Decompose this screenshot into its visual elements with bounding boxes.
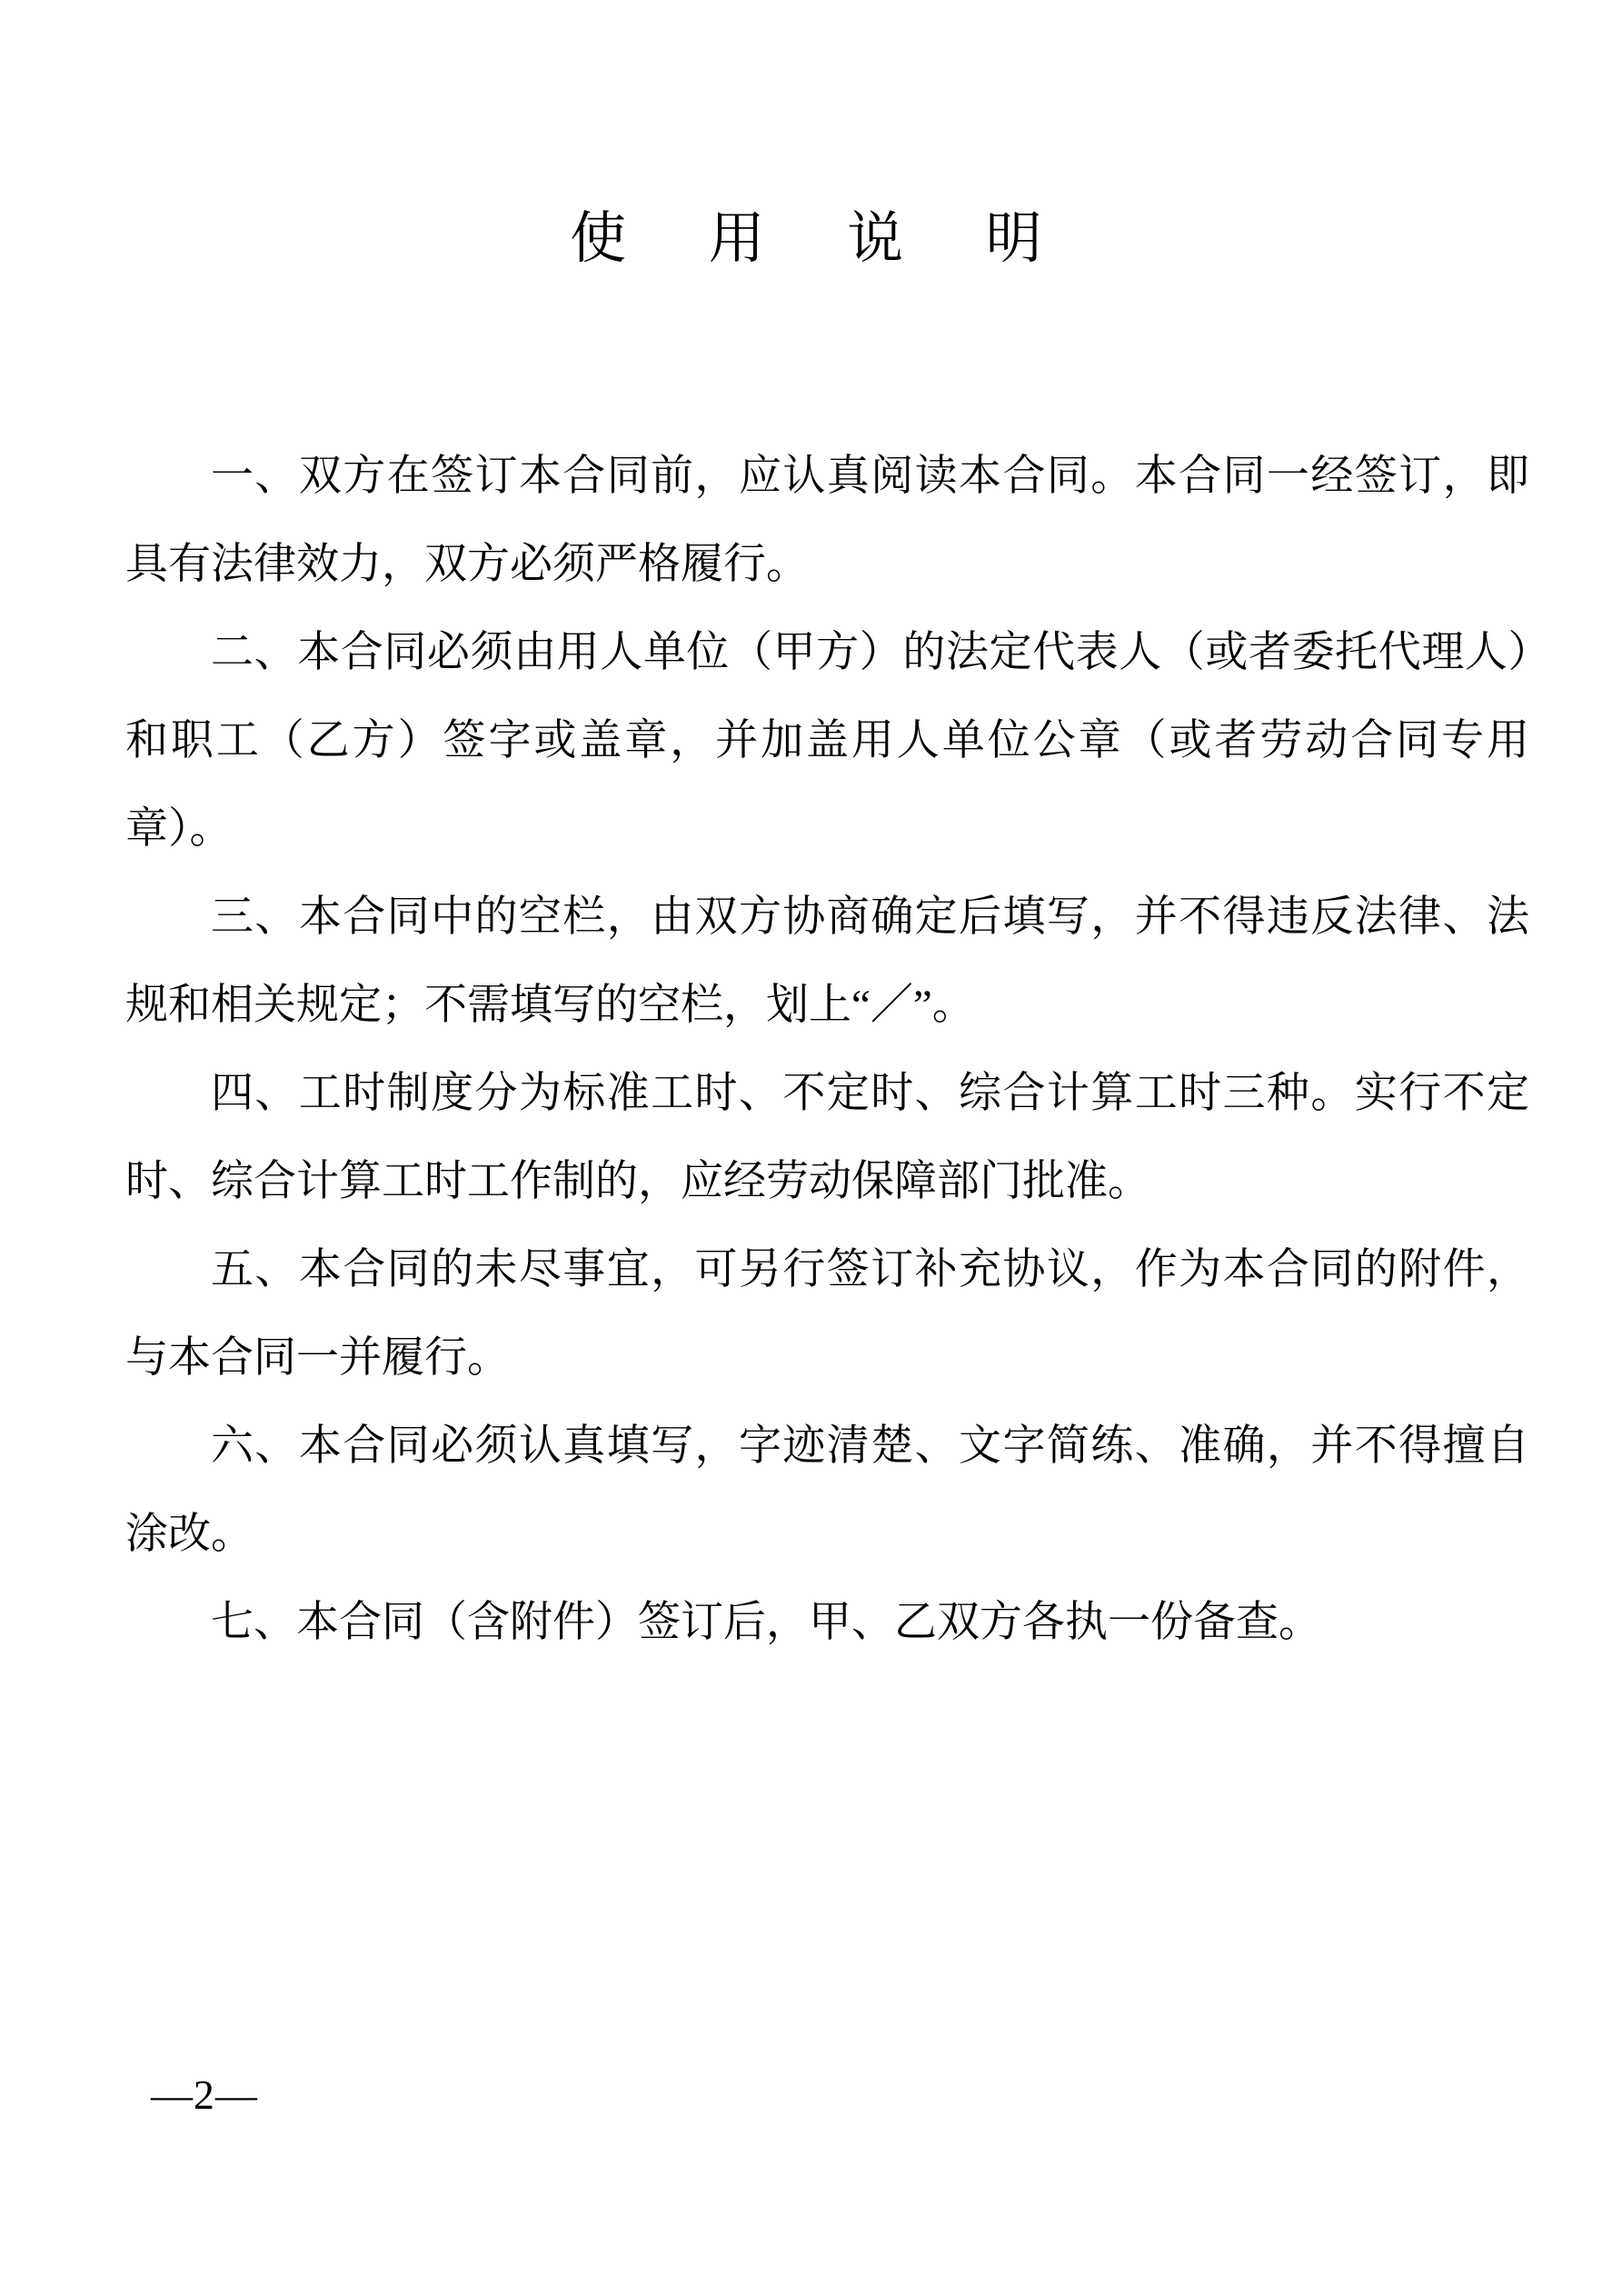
paragraph-7: 七、本合同（含附件）签订后，甲、乙双方各执一份备查。 — [211, 1599, 1321, 1647]
instructions-body — [0, 273, 1622, 1667]
paragraph-2: 二、本合同必须由用人单位（甲方）的法定代表人（或者委托代理人）和职工（乙方）签字或盖章，并加盖用人单位公章（或者劳动合同专用章）。 — [125, 629, 1529, 854]
page-title: 使 用 说 明 — [570, 208, 1052, 270]
paragraph-4: 四、工时制度分为标准工时、不定时、综合计算工时三种。实行不定时、综合计算工时工作制的，应经劳动保障部门批准。 — [125, 1070, 1529, 1206]
paragraph-3: 三、本合同中的空栏，由双方协商确定后填写，并不得违反法律、法规和相关规定；不需填写的空栏，划上“／”。 — [125, 893, 1529, 1030]
page-number: —2— — [151, 2071, 258, 2118]
paragraph-1: 一、双方在签订本合同前，应认真阅读本合同。本合同一经签订，即具有法律效力，双方必须严格履行。 — [125, 453, 1529, 589]
paragraph-6: 六、本合同必须认真填写，字迹清楚、文字简练、准确，并不得擅自涂改。 — [125, 1423, 1529, 1559]
paragraph-5: 五、本合同的未尽事宜，可另行签订补充协议，作为本合同的附件，与本合同一并履行。 — [125, 1246, 1529, 1383]
